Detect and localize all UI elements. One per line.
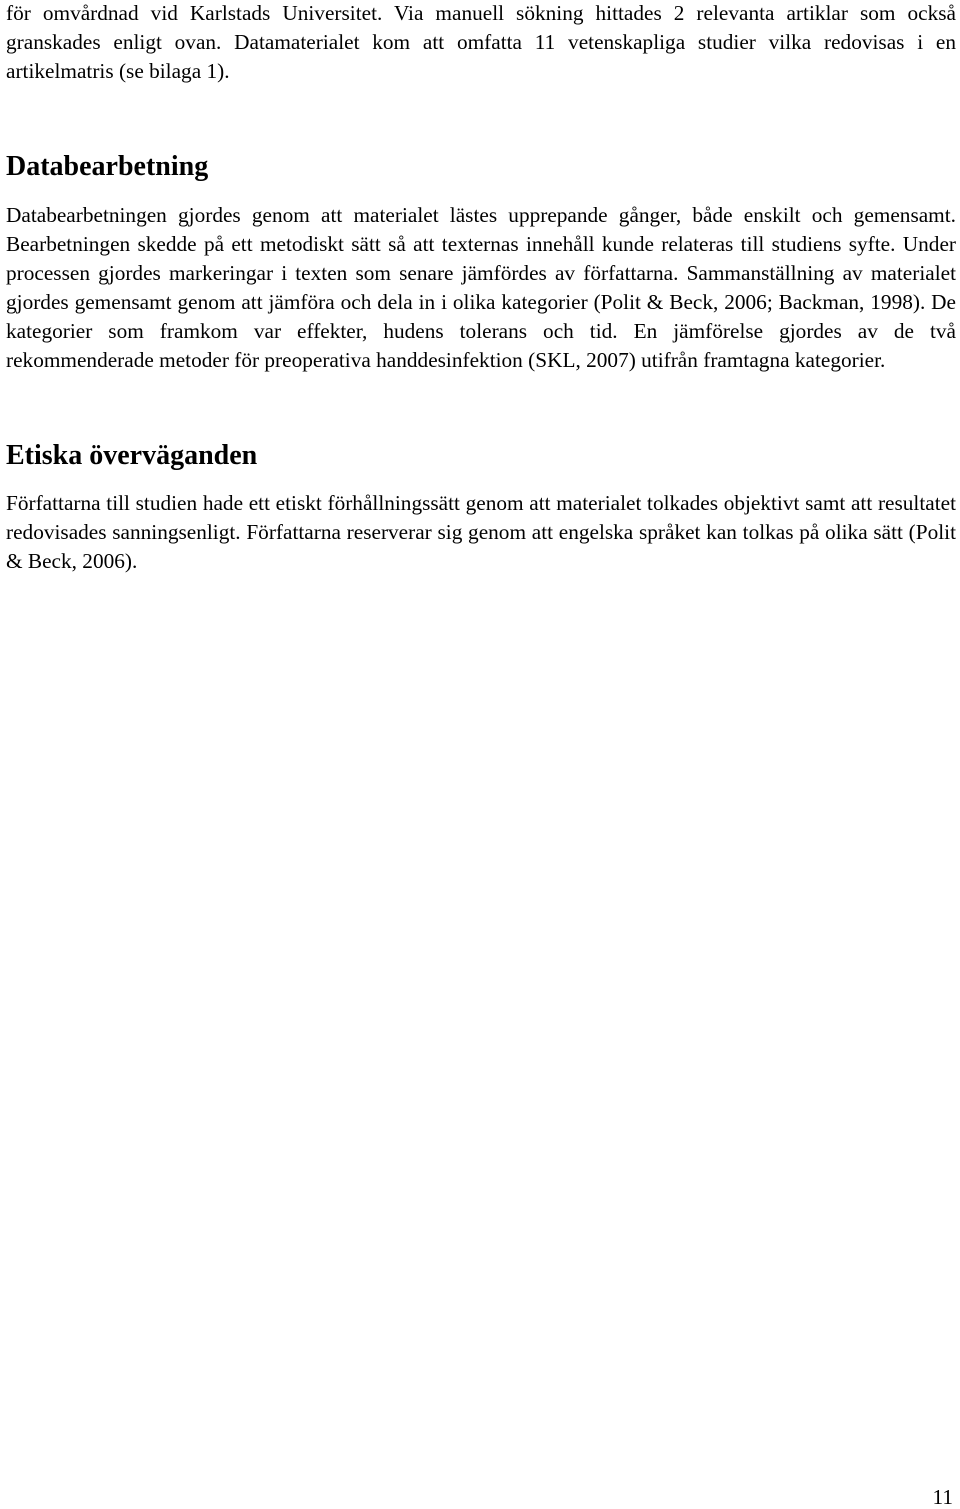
section-paragraph-databearbetning: Databearbetningen gjordes genom att materialet lästes upprepande gånger, både enskilt och gemensamt. Bearbetningen skedde på ett metodiskt sätt så att texternas innehåll kunde relateras till studiens syfte. Under processen gjordes markeringar i texten som senare jämfördes av författarna. Sammanställning av materialet gjordes gemensamt genom att jämföra och dela in i olika kategorier (Polit & Beck, 2006; Backman, 1998). De kategorier som framkom var effekter, hudens tolerans och tid. En jämförelse gjordes av de två rekommenderade metoder för preoperativa handdesinfektion (SKL, 2007) utifrån framtagna kategorier.: [6, 203, 956, 372]
intro-paragraph: för omvårdnad vid Karlstads Universitet. Via manuell sökning hittades 2 relevanta artiklar som också granskades enligt ovan. Datamaterialet kom att omfatta 11 vetenskapliga studier vilka redovisas i en artikelmatris (se bilaga 1).: [6, 1, 956, 83]
section-heading-etiska-overvaganden: Etiska överväganden: [6, 440, 258, 471]
document-page: [6, 0, 956, 576]
section-paragraph-etiska-overvaganden: Författarna till studien hade ett etiskt förhållningssätt genom att materialet tolkades objektivt samt att resultatet redovisades sanningsenligt. Författarna reserverar sig genom att engelska språket kan tolkas på olika sätt (Polit & Beck, 2006).: [6, 491, 956, 573]
page-number: 11: [932, 1485, 953, 1509]
section-heading-databearbetning: Databearbetning: [6, 151, 209, 182]
